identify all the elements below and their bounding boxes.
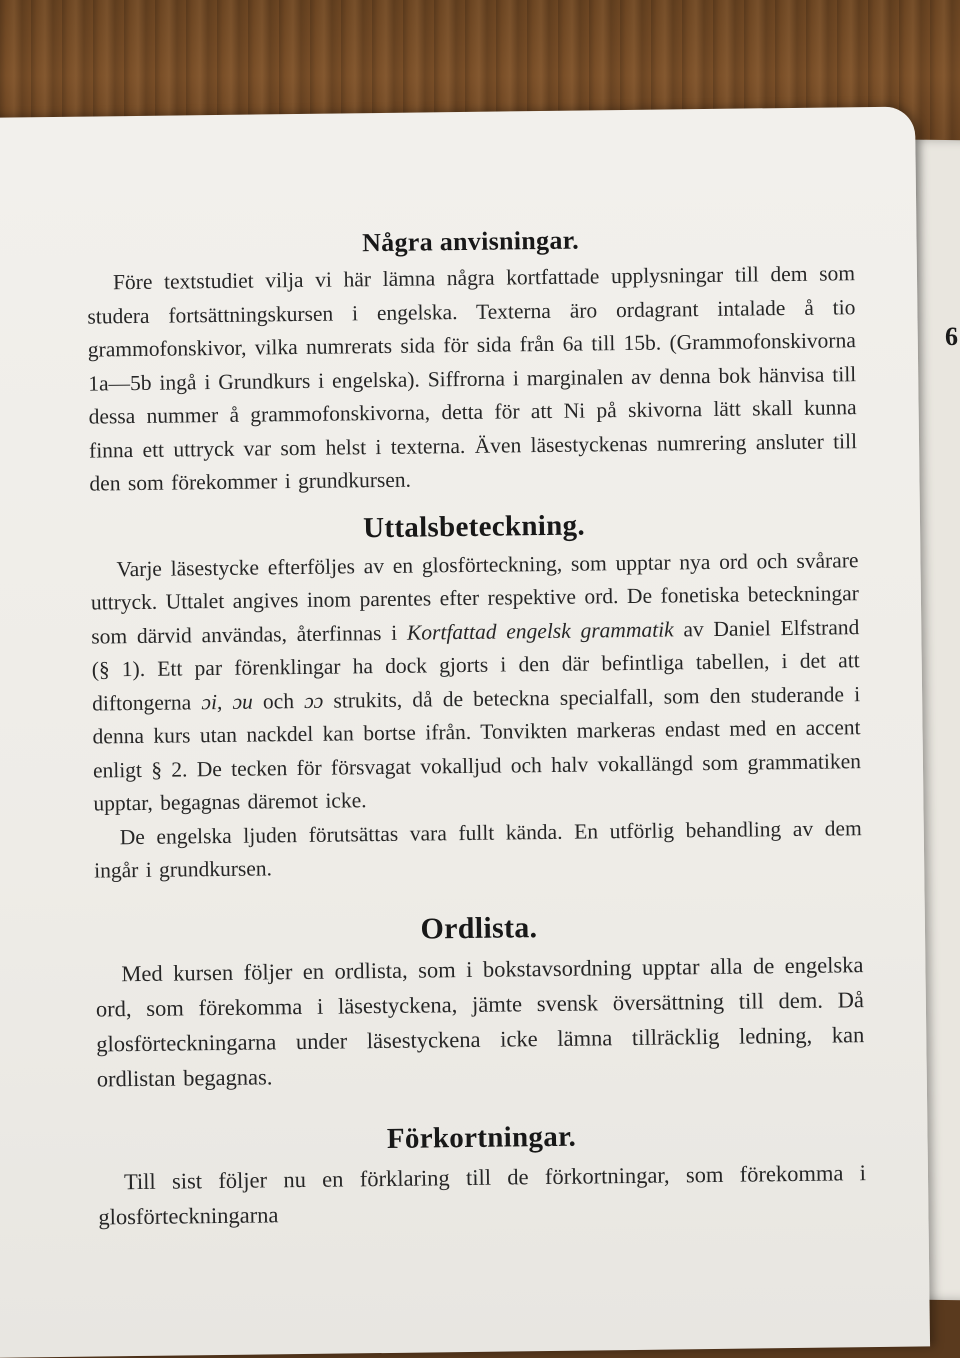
paragraph-ordlista: Med kursen följer en ordlista, som i bokstavsordning upptar alla de engelska ord, som förekomma i läsestyckena, jämte svensk översättning till dem. Då glosförteckningarna under läsestyckena icke lämna tillräcklig ledning, kan ordlistan begagnas. [95,951,865,1092]
paragraph-uttal-2: De engelska ljuden förutsättas vara fullt kända. En utförlig behandling av dem ingår i grundkursen. [94,815,862,883]
heading-anvisningar: Några anvisningar. [361,225,580,258]
uttal-text-b: av Daniel Elfstrand (§ 1). Ett par förenklingar ha dock gjorts i den där befintliga tabellen, i det att diftongerna [91,614,860,716]
heading-uttalsbeteckning: Uttalsbeteckning. [362,509,586,544]
paragraph-uttal-1 [90,544,861,821]
uttal-text-c: strukits, då de beteckna specialfall, som den studerande i denna kurs utan nackdel kan bortse ifrån. Tonvikten markeras endast med en accent enligt § 2. De tecken för försvagat vokalljud och halv vokallängd som grammatiken upptar, begagnas däremot icke. [92,681,862,816]
diphthongs-list: ɔi, ɔu [201,689,253,714]
paragraph-anvisningar: Före textstudiet vilja vi här lämna några kortfattade upplysningar till dem som studera fortsättningskursen i engelska. Texterna äro ordagrant intalade å tio grammofonskivor, vilka numrerats sida för sida från 6a till 15b. (Grammofonskivorna 1a—5b ingå i Grundkurs i engelska). Siffrorna i marginalen av denna bok hänvisa till dessa nummer å grammofonskivorna, detta för att Ni på skivorna lätt skall kunna finna ett uttryck var som helst i texterna. Även läsestyckenas numrering ansluter till den som förekommer i grundkursen. [87,261,858,496]
heading-forkortningar: Förkortningar. [386,1120,577,1155]
diphthong-extra: ɔɔ [304,688,324,713]
paragraph-forkortningar: Till sist följer nu en förklaring till de förkortningar, som förekomma i glosförteckningarna [98,1159,867,1230]
grammar-book-title: Kortfattad engelsk grammatik [406,616,674,645]
facing-page-number: 6 [945,322,958,351]
uttal-text-och: och [252,688,305,714]
book-page [0,106,930,1357]
page-text-block [86,217,866,1234]
heading-ordlista: Ordlista. [420,910,538,946]
uttal-text-a: Varje läsestycke efterföljes av en glosförteckning, som upptar nya ord och svårare uttryck. Uttalet angives inom parentes efter respektive ord. De fonetiska beteckningar som därvid användas, återfinnas i [90,547,860,649]
